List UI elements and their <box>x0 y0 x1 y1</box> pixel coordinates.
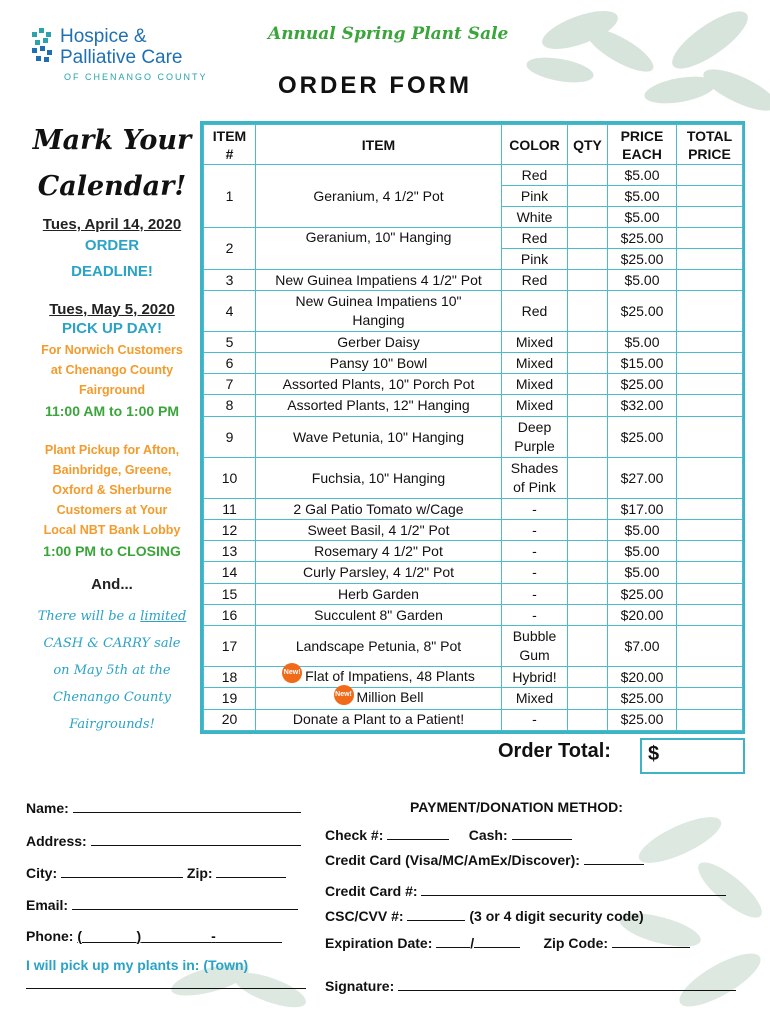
table-row <box>204 667 743 688</box>
item-color: - <box>502 605 568 626</box>
item-color: - <box>502 520 568 541</box>
item-price: $25.00 <box>608 291 677 332</box>
item-color: - <box>502 584 568 605</box>
item-number: 1 <box>204 165 256 228</box>
table-row <box>204 270 743 291</box>
succulent-decoration-top <box>500 0 770 130</box>
item-name: 2 Gal Patio Tomato w/Cage <box>256 499 502 520</box>
email-field[interactable]: Email: <box>26 896 298 913</box>
mark-calendar-line2: Calendar! <box>37 171 187 202</box>
and-label: And... <box>91 576 133 593</box>
item-name: Succulent 8" Garden <box>256 605 502 626</box>
zip-label: Zip: <box>186 865 213 881</box>
qty-cell[interactable] <box>568 353 608 374</box>
csc-note: (3 or 4 digit security code) <box>469 908 644 924</box>
pickup-town-field[interactable] <box>26 975 306 992</box>
total-cell[interactable] <box>677 626 743 667</box>
total-cell[interactable] <box>677 395 743 417</box>
item-color: Pink <box>502 249 568 270</box>
qty-cell[interactable] <box>568 395 608 417</box>
item-number: 15 <box>204 584 256 605</box>
item-price: $5.00 <box>608 520 677 541</box>
item-color: Red <box>502 291 568 332</box>
table-row <box>204 417 743 458</box>
item-number: 17 <box>204 626 256 667</box>
deadline-label-1: ORDER <box>84 237 140 254</box>
item-number: 14 <box>204 562 256 584</box>
item-number: 2 <box>204 228 256 270</box>
item-price: $20.00 <box>608 605 677 626</box>
item-name: Herb Garden <box>256 584 502 605</box>
item-number: 19 <box>204 688 256 709</box>
header-total-price: TOTAL PRICE <box>677 125 743 165</box>
table-row <box>204 688 743 709</box>
address-field[interactable]: Address: <box>26 832 301 849</box>
total-cell[interactable] <box>677 520 743 541</box>
new-badge-icon: New! <box>282 663 302 683</box>
norwich-line-2: at Chenango County <box>50 363 174 377</box>
item-name: Assorted Plants, 10" Porch Pot <box>256 374 502 395</box>
item-price: $25.00 <box>608 374 677 395</box>
deadline-label-2: DEADLINE! <box>71 263 153 280</box>
qty-cell[interactable] <box>568 186 608 207</box>
city-field[interactable]: City: Zip: <box>26 864 286 881</box>
table-row <box>204 541 743 562</box>
item-price: $32.00 <box>608 395 677 417</box>
item-name: Gerber Daisy <box>256 332 502 353</box>
total-cell[interactable] <box>677 291 743 332</box>
new-badge-icon: New! <box>334 685 354 705</box>
table-row <box>204 520 743 541</box>
item-color: - <box>502 541 568 562</box>
qty-cell[interactable] <box>568 458 608 499</box>
expiration-field[interactable]: Expiration Date: / Zip Code: <box>325 934 690 951</box>
table-row <box>204 228 743 249</box>
cash-carry-line-4: Chenango County <box>53 690 171 705</box>
item-price: $27.00 <box>608 458 677 499</box>
bank-line-5: Local NBT Bank Lobby <box>43 523 181 537</box>
total-cell[interactable] <box>677 667 743 688</box>
item-color: Shades of Pink <box>502 458 568 499</box>
total-cell[interactable] <box>677 605 743 626</box>
item-price: $5.00 <box>608 165 677 186</box>
item-price: $20.00 <box>608 667 677 688</box>
bank-time: 1:00 PM to CLOSING <box>43 543 181 559</box>
header-item-number: ITEM # <box>204 125 256 165</box>
table-row <box>204 709 743 730</box>
qty-cell[interactable] <box>568 562 608 584</box>
cash-carry-line-1: There will be a limited <box>37 609 187 624</box>
qty-cell[interactable] <box>568 667 608 688</box>
qty-cell[interactable] <box>568 417 608 458</box>
qty-cell[interactable] <box>568 709 608 730</box>
item-number: 13 <box>204 541 256 562</box>
table-row <box>204 165 743 186</box>
item-price: $5.00 <box>608 332 677 353</box>
item-price: $5.00 <box>608 562 677 584</box>
total-cell[interactable] <box>677 186 743 207</box>
qty-cell[interactable] <box>568 520 608 541</box>
item-price: $25.00 <box>608 417 677 458</box>
item-price: $17.00 <box>608 499 677 520</box>
item-name: Landscape Petunia, 8" Pot <box>256 626 502 667</box>
item-color: Hybrid! <box>502 667 568 688</box>
total-cell[interactable] <box>677 709 743 730</box>
item-color: Mixed <box>502 395 568 417</box>
total-cell[interactable] <box>677 458 743 499</box>
item-name: Pansy 10" Bowl <box>256 353 502 374</box>
qty-cell[interactable] <box>568 207 608 228</box>
item-color: - <box>502 709 568 730</box>
cash-carry-line-5: Fairgrounds! <box>69 717 155 732</box>
item-number: 7 <box>204 374 256 395</box>
logo-text-line2: Palliative Care <box>60 47 183 68</box>
total-cell[interactable] <box>677 374 743 395</box>
order-total-label: Order Total: <box>498 740 611 762</box>
credit-card-type-field[interactable]: Credit Card (Visa/MC/AmEx/Discover): <box>325 851 644 868</box>
item-name: Rosemary 4 1/2" Pot <box>256 541 502 562</box>
norwich-time: 11:00 AM to 1:00 PM <box>44 403 180 419</box>
item-name: Donate a Plant to a Patient! <box>256 709 502 730</box>
norwich-line-3: Fairground <box>79 383 145 397</box>
phone-field[interactable]: Phone: ( ) - <box>26 928 216 944</box>
item-name: New Guinea Impatiens 4 1/2" Pot <box>256 270 502 291</box>
pickup-label: PICK UP DAY! <box>61 320 163 337</box>
organization-logo <box>30 26 210 88</box>
item-name: New Guinea Impatiens 10" Hanging <box>256 291 502 332</box>
qty-cell[interactable] <box>568 626 608 667</box>
header-item: ITEM <box>256 125 502 165</box>
table-row <box>204 605 743 626</box>
norwich-line-1: For Norwich Customers <box>41 343 183 357</box>
item-price: $25.00 <box>608 688 677 709</box>
qty-cell[interactable] <box>568 249 608 270</box>
item-number: 3 <box>204 270 256 291</box>
item-number: 6 <box>204 353 256 374</box>
item-number: 18 <box>204 667 256 688</box>
qty-cell[interactable] <box>568 332 608 353</box>
item-color: Mixed <box>502 353 568 374</box>
item-number: 10 <box>204 458 256 499</box>
item-name: Assorted Plants, 12" Hanging <box>256 395 502 417</box>
total-cell[interactable] <box>677 249 743 270</box>
total-cell[interactable] <box>677 562 743 584</box>
item-name: Geranium, 10" Hanging <box>256 228 502 270</box>
cash-carry-line-2: CASH & CARRY sale <box>43 636 181 651</box>
csc-field[interactable]: CSC/CVV #: (3 or 4 digit security code) <box>325 908 644 924</box>
header-qty: QTY <box>568 125 608 165</box>
total-cell[interactable] <box>677 270 743 291</box>
name-field[interactable]: Name: <box>26 799 301 816</box>
table-row <box>204 374 743 395</box>
page-title: ORDER FORM <box>278 72 472 99</box>
item-number: 9 <box>204 417 256 458</box>
item-number: 12 <box>204 520 256 541</box>
check-field[interactable]: Check #: Cash: <box>325 826 572 843</box>
qty-cell[interactable] <box>568 584 608 605</box>
header-color: COLOR <box>502 125 568 165</box>
bank-line-3: Oxford & Sherburne <box>52 483 172 497</box>
total-cell[interactable] <box>677 541 743 562</box>
bank-line-1: Plant Pickup for Afton, <box>44 443 180 457</box>
qty-cell[interactable] <box>568 270 608 291</box>
item-color: Red <box>502 270 568 291</box>
deadline-date: Tues, April 14, 2020 <box>42 216 182 233</box>
item-color: Pink <box>502 186 568 207</box>
table-row <box>204 395 743 417</box>
zip-code-label: Zip Code: <box>543 935 609 951</box>
qty-cell[interactable] <box>568 165 608 186</box>
event-title: Annual Spring Plant Sale <box>268 24 509 44</box>
table-row <box>204 562 743 584</box>
item-number: 16 <box>204 605 256 626</box>
order-total-field[interactable]: $ <box>640 738 745 774</box>
item-color: Mixed <box>502 688 568 709</box>
order-table <box>200 121 745 734</box>
table-row <box>204 291 743 332</box>
item-name: Curly Parsley, 4 1/2" Pot <box>256 562 502 584</box>
table-row <box>204 626 743 667</box>
signature-field[interactable]: Signature: <box>325 977 736 994</box>
item-price: $25.00 <box>608 249 677 270</box>
item-price: $25.00 <box>608 584 677 605</box>
item-name: New! Million Bell <box>256 688 502 709</box>
item-color: - <box>502 562 568 584</box>
item-name: Fuchsia, 10" Hanging <box>256 458 502 499</box>
cash-carry-line-3: on May 5th at the <box>53 663 171 678</box>
total-cell[interactable] <box>677 584 743 605</box>
table-row <box>204 584 743 605</box>
item-color: Red <box>502 228 568 249</box>
total-cell[interactable] <box>677 207 743 228</box>
item-price: $5.00 <box>608 186 677 207</box>
qty-cell[interactable] <box>568 374 608 395</box>
mark-calendar-line1: Mark Your <box>32 125 192 156</box>
item-name: Sweet Basil, 4 1/2" Pot <box>256 520 502 541</box>
table-row <box>204 353 743 374</box>
item-price: $15.00 <box>608 353 677 374</box>
total-cell[interactable] <box>677 688 743 709</box>
cash-label: Cash: <box>468 827 508 843</box>
qty-cell[interactable] <box>568 605 608 626</box>
item-color: Deep Purple <box>502 417 568 458</box>
item-color: - <box>502 499 568 520</box>
qty-cell[interactable] <box>568 499 608 520</box>
item-name: New! Flat of Impatiens, 48 Plants <box>256 667 502 688</box>
table-row <box>204 332 743 353</box>
item-price: $5.00 <box>608 541 677 562</box>
header-price-each: PRICE EACH <box>608 125 677 165</box>
item-color: Red <box>502 165 568 186</box>
item-color: Mixed <box>502 374 568 395</box>
total-cell[interactable] <box>677 332 743 353</box>
item-color: White <box>502 207 568 228</box>
item-price: $5.00 <box>608 207 677 228</box>
calendar-sidebar <box>22 118 202 738</box>
qty-cell[interactable] <box>568 228 608 249</box>
item-number: 8 <box>204 395 256 417</box>
item-price: $5.00 <box>608 270 677 291</box>
logo-emblem-icon <box>30 26 56 66</box>
item-price: $25.00 <box>608 709 677 730</box>
qty-cell[interactable] <box>568 688 608 709</box>
bank-line-4: Customers at Your <box>56 503 168 517</box>
item-color: Mixed <box>502 332 568 353</box>
item-price: $25.00 <box>608 228 677 249</box>
logo-text-line1: Hospice & <box>60 26 147 47</box>
item-number: 5 <box>204 332 256 353</box>
total-cell[interactable] <box>677 499 743 520</box>
item-number: 20 <box>204 709 256 730</box>
bank-line-2: Bainbridge, Greene, <box>52 463 172 477</box>
table-row <box>204 499 743 520</box>
item-number: 4 <box>204 291 256 332</box>
payment-heading: PAYMENT/DONATION METHOD: <box>410 799 623 815</box>
credit-card-number-field[interactable]: Credit Card #: <box>325 882 726 899</box>
table-row <box>204 458 743 499</box>
total-cell[interactable] <box>677 353 743 374</box>
item-name: Geranium, 4 1/2" Pot <box>256 165 502 228</box>
item-price: $7.00 <box>608 626 677 667</box>
qty-cell[interactable] <box>568 541 608 562</box>
total-cell[interactable] <box>677 165 743 186</box>
total-cell[interactable] <box>677 228 743 249</box>
logo-text-line3: OF CHENANGO COUNTY <box>64 72 208 82</box>
qty-cell[interactable] <box>568 291 608 332</box>
item-number: 11 <box>204 499 256 520</box>
pickup-date: Tues, May 5, 2020 <box>49 301 175 318</box>
item-name: Wave Petunia, 10" Hanging <box>256 417 502 458</box>
pickup-town-label: I will pick up my plants in: (Town) <box>26 957 249 973</box>
item-color: Bubble Gum <box>502 626 568 667</box>
total-cell[interactable] <box>677 417 743 458</box>
